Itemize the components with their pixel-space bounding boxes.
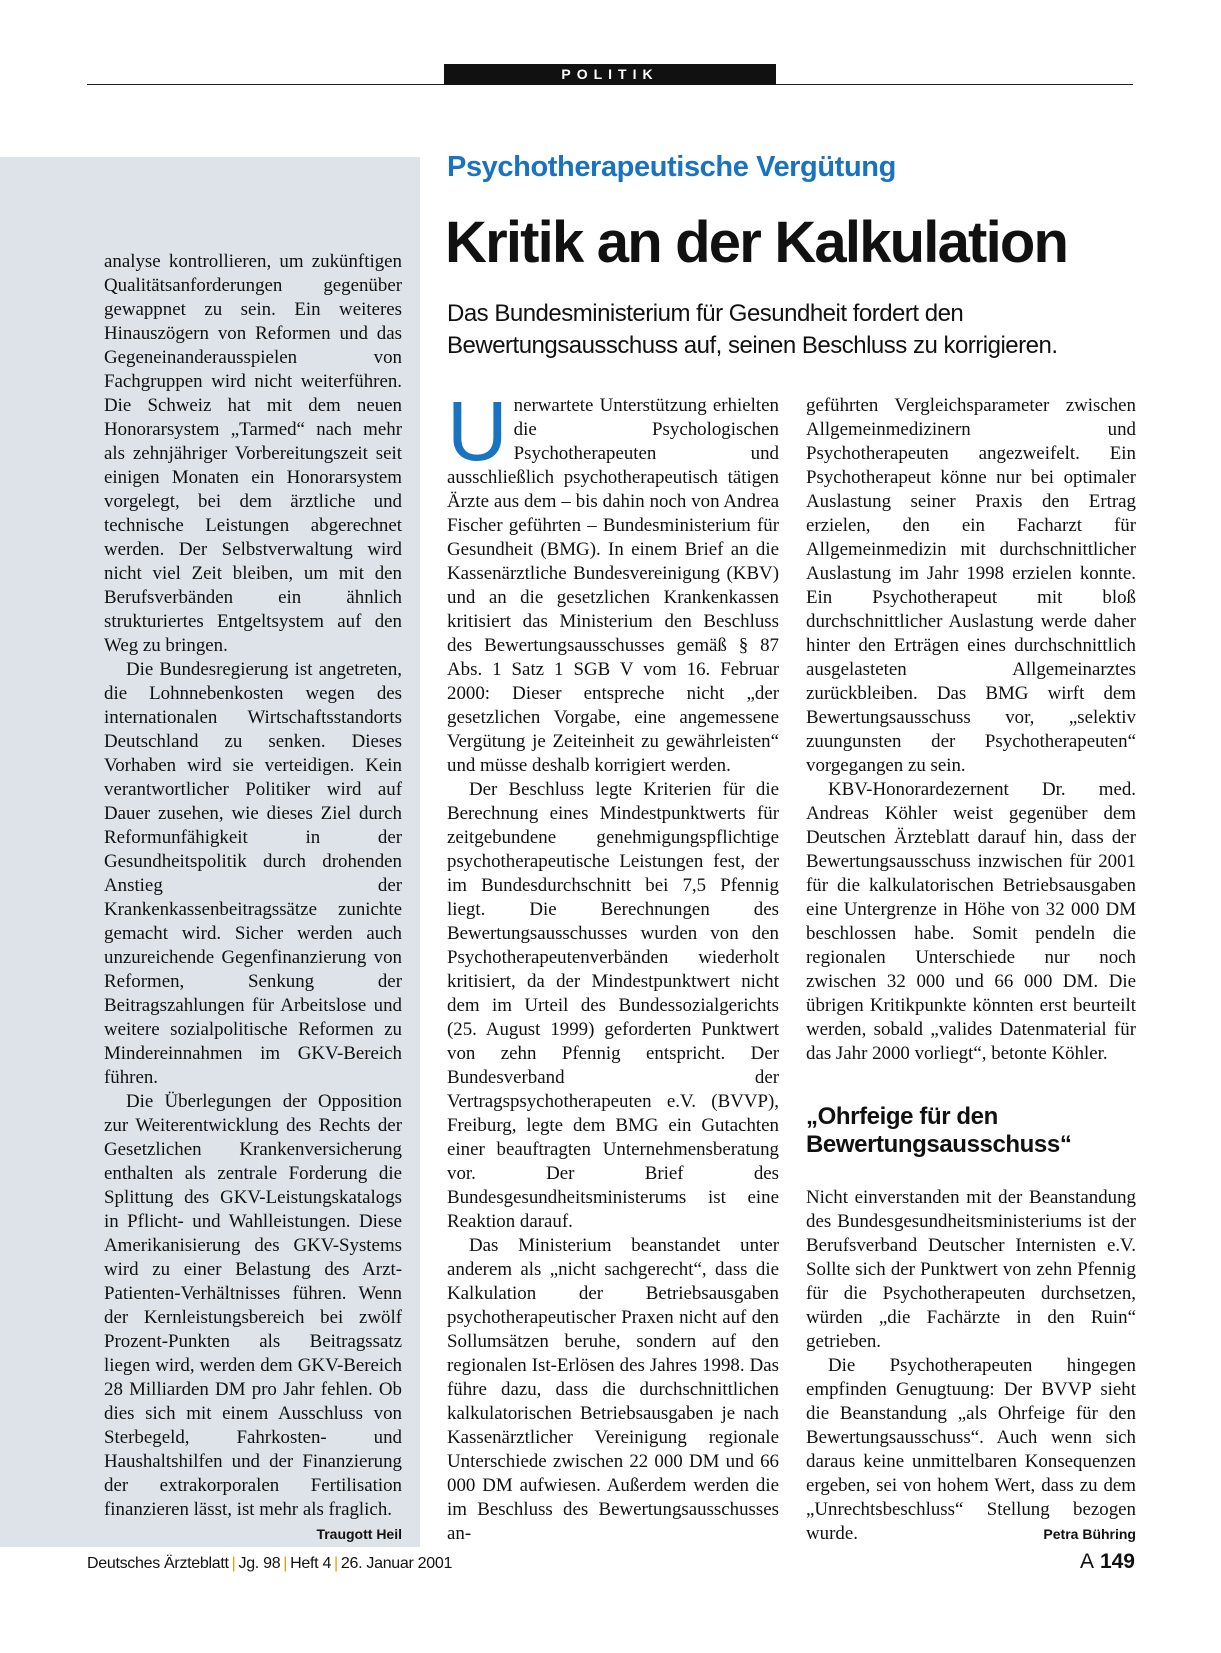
footer-date: 26. Januar 2001 <box>340 1555 453 1572</box>
article-author: Petra Bühring <box>1043 1526 1136 1542</box>
page-prefix: A <box>1079 1550 1094 1573</box>
article-paragraph: geführten Vergleichsparameter zwischen Allgemeinmedizinern und Psychotherapeuten angezweifelt. Ein Psychotherapeut könne nur bei optimaler Auslastung seiner Praxis den Ertrag erzielen, den ein Facharzt für Allgemeinmedizin mit durchschnittlicher Auslastung im Jahr 1998 erzielen konnte. Ein Psychotherapeut mit bloß durchschnittlicher Auslastung werde daher hinter den Erträgen eines durchschnittlich ausgelasteten Allgemeinarztes zurückbleiben. Das BMG wirft dem Bewertungsausschuss vor, „selektiv zuungunsten der Psychotherapeuten“ vorgegangen zu sein. <box>806 395 1136 776</box>
footer-separator: | <box>231 1555 236 1572</box>
footer-issue: Heft 4 <box>290 1555 332 1572</box>
page-number-value: 149 <box>1099 1550 1135 1573</box>
footer-volume: Jg. 98 <box>238 1555 281 1572</box>
article-paragraph: Der Beschluss legte Kriterien für die Berechnung eines Mindestpunktwerts für zeitgebundene genehmigungspflichtige psychotherapeutische Leistungen fest, der im Bundesdurchschnitt bei 7,5 Pfennig liegt. Die Berechnungen des Bewertungsausschusses wurden von den Psychotherapeutenverbänden wiederholt kritisiert, da der Mindestpunktwert nicht dem im Urteil des Bundessozialgerichts (25. August 1999) geforderten Punktwert von zehn Pfennig entspricht. Der Bundesverband der Vertragspsychotherapeuten e.V. (BVVP), Freiburg, legte dem BMG ein Gutachten einer beauftragten Unternehmensberatung vor. Der Brief des Bundesgesundheitsministerums ist eine Reaktion darauf. <box>447 779 779 1232</box>
deck-line: Bewertungsausschuss auf, seinen Beschluss zu korrigieren. <box>447 332 1058 359</box>
sidebar-author: Traugott Heil <box>316 1526 402 1542</box>
article-paragraph-text: nerwartete Unterstützung erhielten die Psychologischen Psychotherapeuten und ausschließlich psychotherapeutisch tätigen Ärzte aus dem – bis dahin noch von Andrea Fischer geführten – Bundesministerium für Gesundheit (BMG). In einem Brief an die Kassenärztliche Bundesvereinigung (KBV) und an die gesetzlichen Krankenkassen kritisiert das Ministerium den Beschluss des Bewertungsausschusses gemäß § 87 Abs. 1 Satz 1 SGB V vom 16. Februar 2000: Dieser entspreche nicht „der gesetzlichen Vorgabe, eine angemessene Vergütung je Zeiteinheit zu gewährleisten“ und müsse deshalb korrigiert werden. <box>447 395 779 776</box>
article-kicker: Psychotherapeutische Vergütung <box>447 151 896 183</box>
article-headline: Kritik an der Kalkulation <box>445 210 1068 275</box>
subhead-line: „Ohrfeige für den <box>806 1103 998 1130</box>
article-deck <box>447 298 1137 362</box>
subhead-line: Bewertungsausschuss“ <box>806 1131 1072 1158</box>
page-footer <box>87 1555 452 1573</box>
article-paragraph <box>447 384 779 778</box>
footer-journal: Deutsches Ärzteblatt <box>87 1555 229 1572</box>
article-paragraph: KBV-Honorardezernent Dr. med. Andreas Köhler weist gegenüber dem Deutschen Ärzteblatt darauf hin, dass der Bewertungsausschuss inzwischen für 2001 für die kalkulatorischen Betriebsausgaben eine Untergrenze in Höhe von 32 000 DM beschlossen habe. Somit pendeln die regionalen Unterschiede nur noch zwischen 32 000 und 66 000 DM. Die übrigen Kritikpunkte könnten erst beurteilt werden, sobald „valides Datenmaterial für das Jahr 2000 vorliegt“, betonte Köhler. <box>806 779 1136 1064</box>
sidebar-paragraph: Die Bundesregierung ist angetreten, die Lohnnebenkosten wegen des internationalen Wirtschaftsstandorts Deutschland zu senken. Dieses Vorhaben wird sie verteidigen. Kein verantwortlicher Politiker wird auf Dauer zusehen, wie dieses Ziel durch Reformunfähigkeit in der Gesundheitspolitik durch drohenden Anstieg der Krankenkassenbeitragssätze zunichte gemacht wird. Sicher werden auch unzureichende Gegenfinanzierung von Reformen, Senkung der Beitragszahlungen für Arbeitslose und weitere sozialpolitische Reformen zu Mindereinnahmen im GKV-Bereich führen. <box>104 659 402 1088</box>
article-column-2 <box>806 394 1136 1546</box>
article-paragraph-text: Die Psychotherapeuten hingegen empfinden Genugtuung: Der BVVP sieht die Beanstandung „als Ohrfeige für den Bewertungsausschuss“. Auch wenn sich daraus keine unmittelbaren Konsequenzen ergeben, sei von hohem Wert, dass zu dem „Unrechtsbeschluss“ Stellung bezogen wurde. <box>806 1355 1136 1544</box>
sidebar-paragraph: analyse kontrollieren, um zukünftigen Qualitätsanforderungen gegenüber gewappnet zu sein. Ein weiteres Hinauszögern von Reformen und das Gegeneinanderausspielen von Fachgruppen wird nicht weiterführen. Die Schweiz hat mit dem neuen Honorarsystem „Tarmed“ nach mehr als zehnjähriger Vorbereitungszeit seit einigen Monaten ein Honorarsystem vorgelegt, bei dem ärztliche und technische Leistungen abgerechnet werden. Der Selbstverwaltung wird nicht viel Zeit bleiben, um mit den Berufsverbänden ein ähnlich strukturiertes Entgeltsystem auf den Weg zu bringen. <box>104 251 402 656</box>
article-paragraph: Das Ministerium beanstandet unter anderem als „nicht sachgerecht“, dass die Kalkulation der Betriebsausgaben psychotherapeutischer Praxen nicht auf den Sollumsätzen beruhe, sondern auf den regionalen Ist-Erlösen des Jahres 1998. Das führe dazu, dass die durchschnittlichen kalkulatorischen Betriebsausgaben je nach Kassenärztlicher Vereinigung regionale Unterschiede zwischen 22 000 DM und 66 000 DM aufwiesen. Außerdem werden die im Beschluss des Bewertungsausschusses an- <box>447 1235 779 1544</box>
sidebar-paragraph-text: Die Überlegungen der Opposition zur Weiterentwicklung des Rechts der Gesetzlichen Krankenversicherung enthalten als zentrale Forderung die Splittung des GKV-Leistungskatalogs in Pflicht- und Wahlleistungen. Diese Amerikanisierung des GKV-Systems wird zu einer Belastung des Arzt-Patienten-Verhältnisses führen. Wenn der Kernleistungsbereich bei zwölf Prozent-Punkten als Beitragssatz liegen wird, werden dem GKV-Bereich 28 Milliarden DM pro Jahr fehlen. Ob dies sich mit einem Ausschluss von Sterbegeld, Fahrkosten- und Haushaltshilfen und der Finanzierung der extrakorporalen Fertilisation finanzieren lässt, ist mehr als fraglich. <box>104 1091 402 1520</box>
article-column-1 <box>447 384 779 1546</box>
sidebar-text <box>104 250 402 1546</box>
article-subhead <box>806 1103 1136 1159</box>
footer-separator: | <box>334 1555 338 1572</box>
article-paragraph <box>806 1354 1136 1546</box>
deck-line: Das Bundesministerium für Gesundheit fordert den <box>447 300 964 327</box>
sidebar-paragraph <box>104 1090 402 1542</box>
article-paragraph: Nicht einverstanden mit der Beanstandung des Bundesgesundheitsministeriums ist der Berufsverband Deutscher Internisten e.V. Sollte sich der Punktwert von zehn Pfennig für die Psychotherapeuten durchsetzen, würden „die Fachärzte in den Ruin“ getrieben. <box>806 1187 1136 1352</box>
page-number <box>1080 1550 1135 1574</box>
footer-separator: | <box>283 1555 288 1572</box>
section-label: POLITIK <box>444 64 776 85</box>
drop-cap: U <box>447 384 508 478</box>
